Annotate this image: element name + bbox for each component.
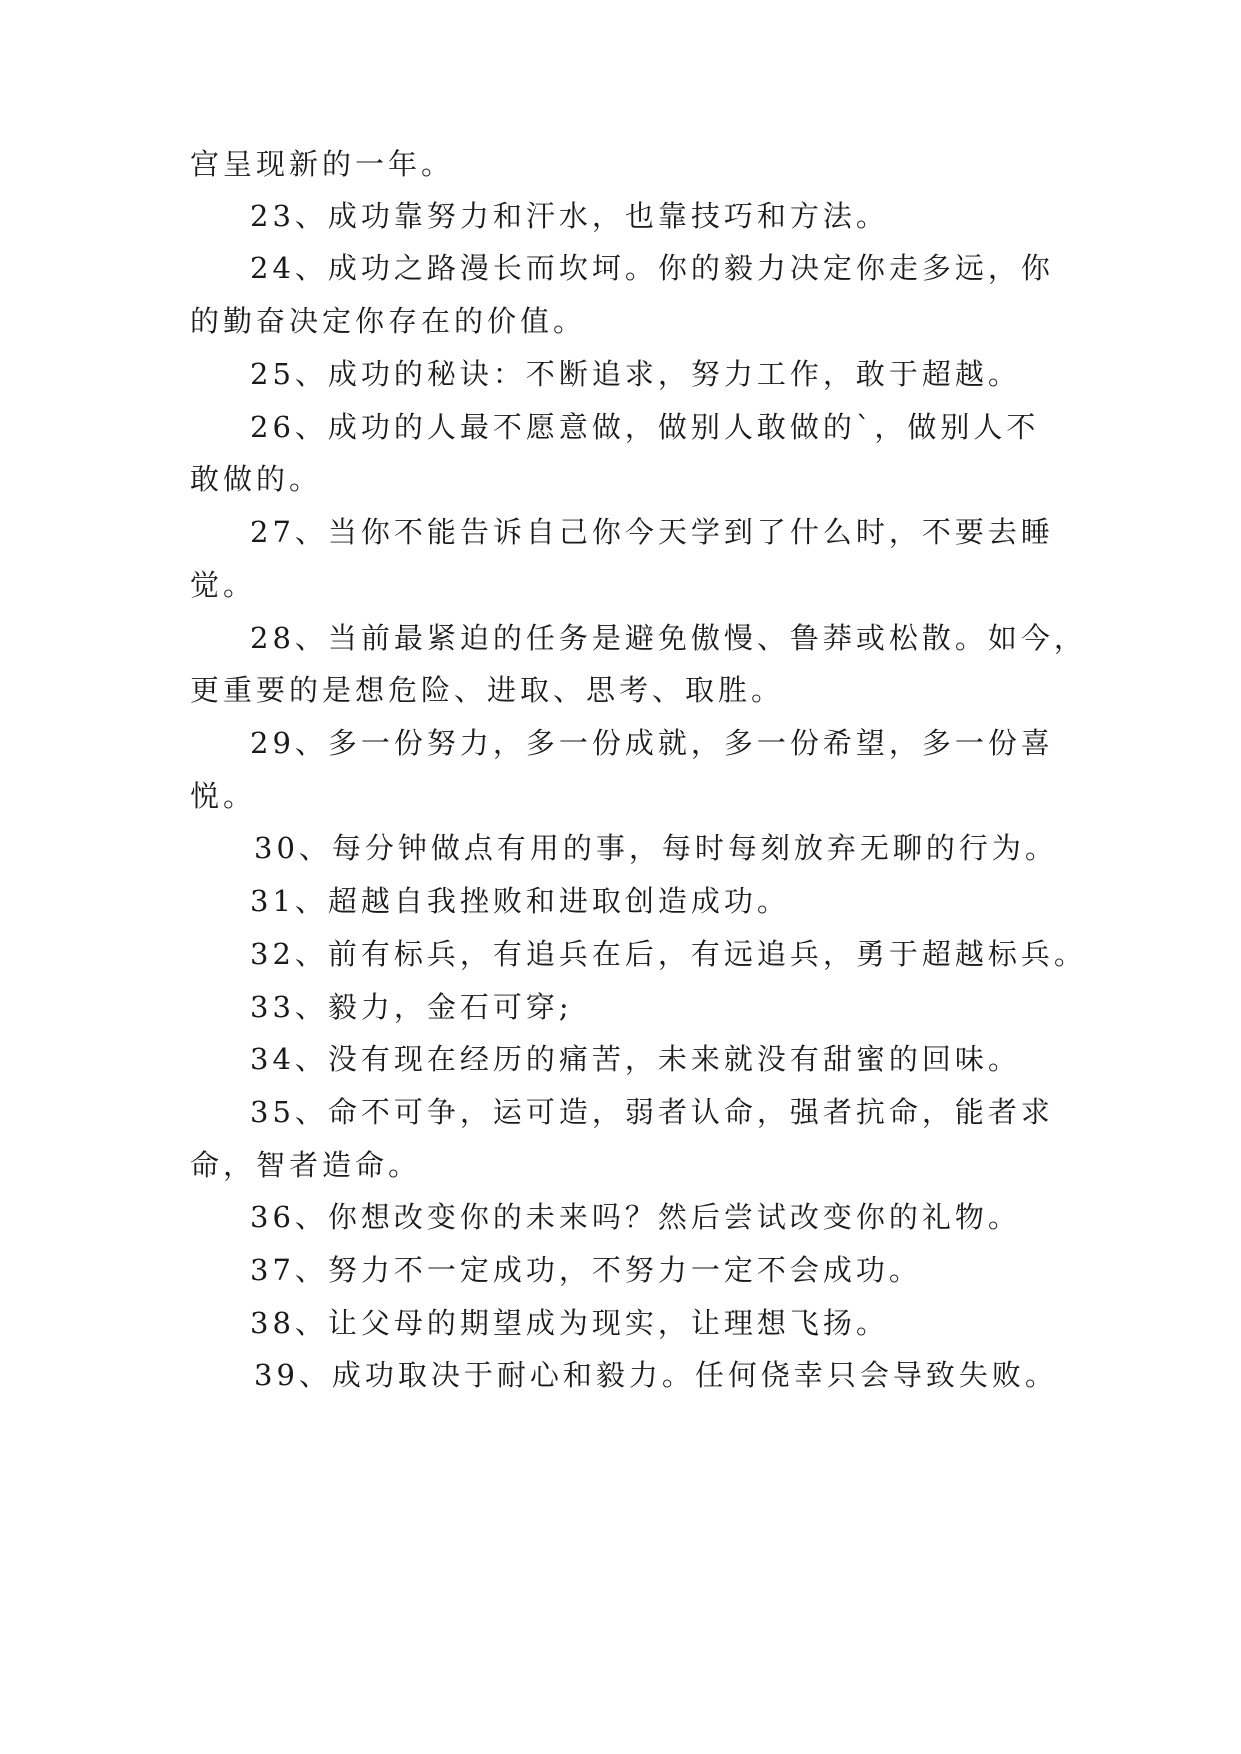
list-item-33: 33、毅力，金石可穿; — [250, 990, 573, 1024]
list-item-24-cont: 的勤奋决定你存在的价值。 — [190, 304, 587, 338]
list-item-39: 39、成功取决于耐心和毅力。任何侥幸只会导致失败。 — [254, 1358, 1058, 1392]
list-item-34: 34、没有现在经历的痛苦，未来就没有甜蜜的回味。 — [250, 1042, 1021, 1076]
list-item-32: 32、前有标兵，有追兵在后，有远追兵，勇于超越标兵。 — [250, 937, 1087, 971]
list-item-28-cont: 更重要的是想危险、进取、思考、取胜。 — [190, 673, 785, 707]
list-item-27: 27、当你不能告诉自己你今天学到了什么时，不要去睡 — [250, 515, 1054, 549]
list-item-37: 37、努力不一定成功，不努力一定不会成功。 — [250, 1253, 922, 1287]
list-item-26: 26、成功的人最不愿意做，做别人敢做的`，做别人不 — [250, 410, 1040, 444]
list-item-29: 29、多一份努力，多一份成就，多一份希望，多一份喜 — [250, 726, 1054, 760]
list-item-29-cont: 悦。 — [190, 779, 257, 813]
text-line: 宫呈现新的一年。 — [190, 147, 455, 181]
list-item-23: 23、成功靠努力和汗水，也靠技巧和方法。 — [250, 199, 889, 233]
list-item-35-cont: 命，智者造命。 — [190, 1148, 422, 1182]
list-item-28: 28、当前最紧迫的任务是避免傲慢、鲁莽或松散。如今， — [250, 621, 1087, 655]
list-item-24: 24、成功之路漫长而坎坷。你的毅力决定你走多远，你 — [250, 251, 1054, 285]
list-item-26-cont: 敢做的。 — [190, 462, 323, 496]
list-item-38: 38、让父母的期望成为现实，让理想飞扬。 — [250, 1306, 889, 1340]
list-item-35: 35、命不可争，运可造，弱者认命，强者抗命，能者求 — [250, 1095, 1054, 1129]
list-item-27-cont: 觉。 — [190, 568, 257, 602]
list-item-31: 31、超越自我挫败和进取创造成功。 — [250, 884, 790, 918]
list-item-36: 36、你想改变你的未来吗？然后尝试改变你的礼物。 — [250, 1200, 1021, 1234]
list-item-30: 30、每分钟做点有用的事，每时每刻放弃无聊的行为。 — [254, 831, 1058, 865]
list-item-25: 25、成功的秘诀：不断追求，努力工作，敢于超越。 — [250, 357, 1021, 391]
